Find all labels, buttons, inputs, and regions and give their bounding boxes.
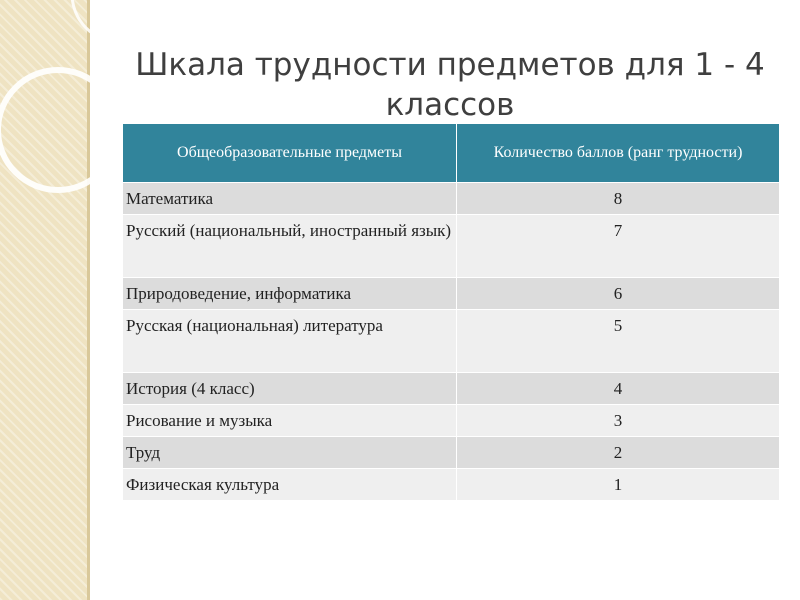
points-cell: 4: [457, 373, 780, 405]
decorative-ring-small: [72, 0, 168, 42]
table-row: [123, 310, 780, 373]
table-row: [123, 183, 780, 215]
points-cell: 5: [457, 310, 780, 373]
table-row: [123, 373, 780, 405]
table-row: [123, 437, 780, 469]
decorative-ring-large: [0, 70, 118, 190]
subject-cell: Русская (национальная) литература: [123, 310, 457, 373]
table-header-row: [123, 124, 780, 183]
subject-cell: Природоведение, информатика: [123, 278, 457, 310]
points-cell: 3: [457, 405, 780, 437]
points-cell: 8: [457, 183, 780, 215]
points-cell: 7: [457, 215, 780, 278]
table-row: [123, 215, 780, 278]
points-cell: 6: [457, 278, 780, 310]
subject-cell: Физическая культура: [123, 469, 457, 501]
slide-title: Шкала трудности предметов для 1 - 4 классов: [135, 47, 765, 123]
header-points: Количество баллов (ранг трудности): [457, 124, 780, 183]
table-row: [123, 405, 780, 437]
subject-cell: Математика: [123, 183, 457, 215]
difficulty-table: [123, 124, 780, 500]
table-row: [123, 469, 780, 501]
subject-cell: Труд: [123, 437, 457, 469]
points-cell: 2: [457, 437, 780, 469]
subject-cell: Русский (национальный, иностранный язык): [123, 215, 457, 278]
table-row: [123, 278, 780, 310]
subject-cell: Рисование и музыка: [123, 405, 457, 437]
header-subjects: Общеобразовательные предметы: [123, 124, 457, 183]
points-cell: 1: [457, 469, 780, 501]
subject-cell: История (4 класс): [123, 373, 457, 405]
